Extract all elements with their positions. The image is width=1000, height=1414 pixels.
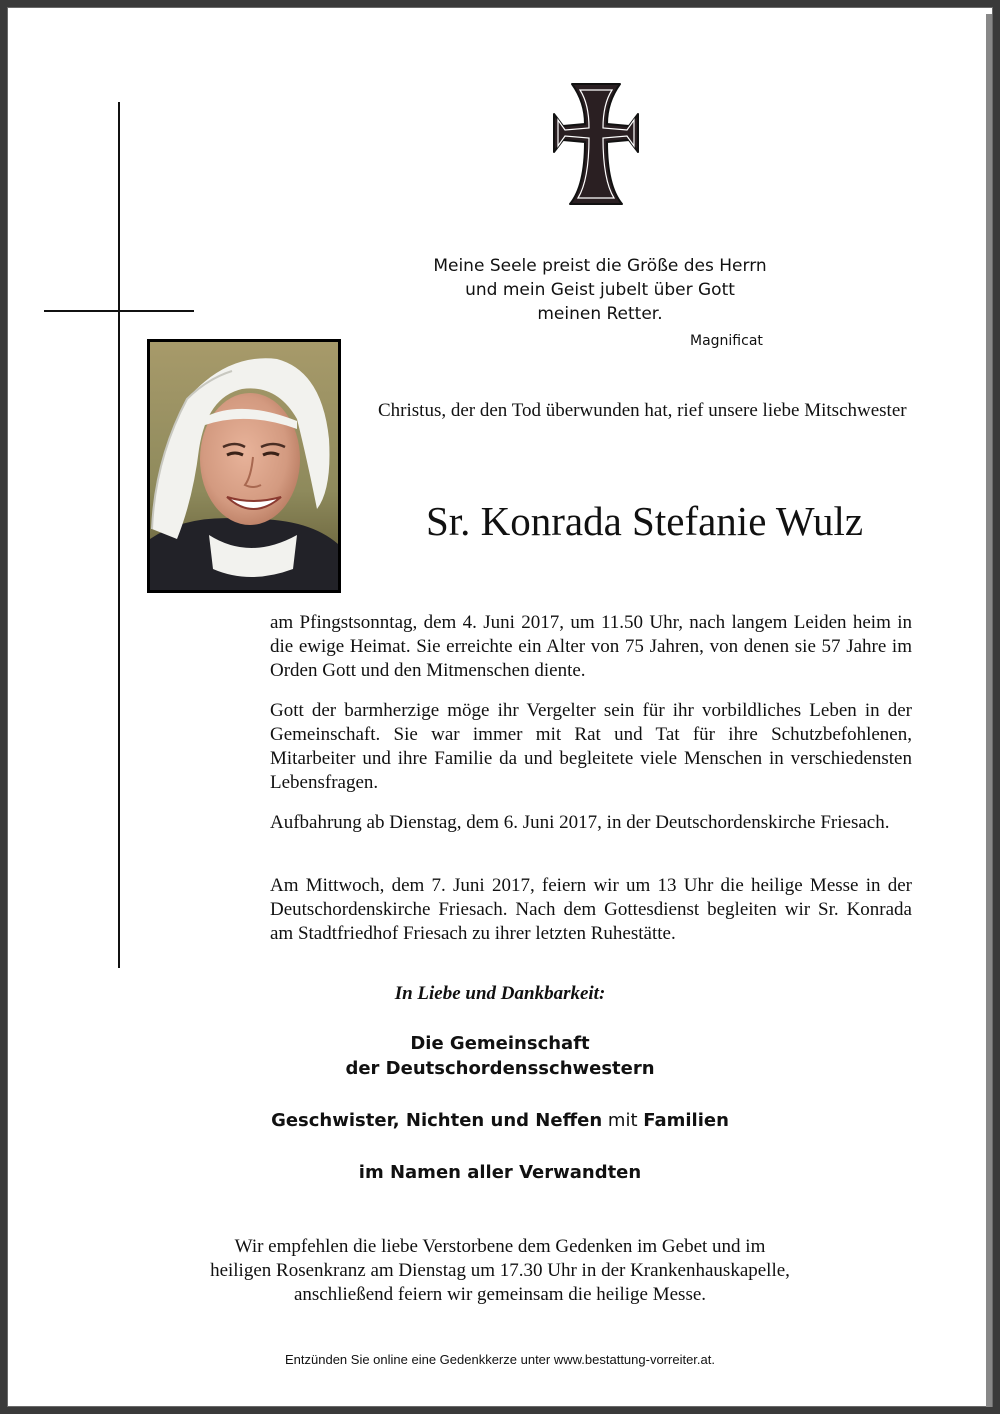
signatory-relatives: im Namen aller Verwandten (358, 1162, 642, 1183)
intro-text: Christus, der den Tod überwunden hat, rief unsere liebe Mitschwester (378, 400, 907, 421)
decorative-cross-vertical-line (118, 102, 120, 968)
signatory-community-line-2: der Deutschordensschwestern (345, 1058, 655, 1079)
quote-line-2: und mein Geist jubelt über Gott (465, 280, 735, 300)
online-candle-footer: Entzünden Sie online eine Gedenkkerze unter www.bestattung-vorreiter.at. (285, 1352, 715, 1367)
deceased-name: Sr. Konrada Stefanie Wulz (425, 498, 864, 544)
signatory-community (0, 1031, 1000, 1081)
decorative-cross-horizontal-line (44, 310, 194, 312)
signatory-family (0, 1108, 1000, 1133)
paragraph-death-notice: am Pfingstsonntag, dem 4. Juni 2017, um 11.50 Uhr, nach langem Leiden heim in die ewige Heimat. Sie erreichte ein Alter von 75 Jahren, von denen sie 57 Jahre im Orden Gott und den Mitmenschen diente. (270, 612, 912, 681)
paragraph-tribute: Gott der barmherzige möge ihr Vergelter sein für ihr vorbildliches Leben in der Gemeinschaft. Sie war immer mit Rat und Tat für ihre Schutzbefohlenen, Mitarbeiter und ihre Familie da und begleitete viele Menschen in verschiedensten Lebensfragen. (270, 700, 912, 793)
recommendation-line-2: heiligen Rosenkranz am Dienstag um 17.30 Uhr in der Krankenhauskapelle, (210, 1260, 790, 1281)
frame-shadow (986, 14, 992, 1407)
recommendation-line-3: anschließend feiern wir gemeinsam die heilige Messe. (293, 1284, 707, 1305)
quote-line-3: meinen Retter. (537, 304, 663, 324)
portrait-photo (147, 339, 341, 593)
prayer-recommendation (0, 1235, 1000, 1307)
teutonic-cross-icon (540, 76, 652, 218)
signatory-community-line-1: Die Gemeinschaft (410, 1033, 590, 1054)
quote-source: Magnificat (690, 333, 763, 349)
signatory-family-mid: mit (602, 1110, 644, 1131)
quote-line-1: Meine Seele preist die Größe des Herrn (433, 256, 767, 276)
signatory-family-part-1: Geschwister, Nichten und Neffen (271, 1110, 603, 1131)
magnificat-quote (400, 254, 800, 326)
recommendation-line-1: Wir empfehlen die liebe Verstorbene dem Gedenken im Gebet und im (234, 1236, 766, 1257)
paragraph-funeral-mass: Am Mittwoch, dem 7. Juni 2017, feiern wir um 13 Uhr die heilige Messe in der Deutschordenskirche Friesach. Nach dem Gottesdienst begleiten wir Sr. Konrada am Stadtfriedhof Friesach zu ihrer letzten Ruhestätte. (270, 875, 912, 944)
closing-phrase: In Liebe und Dankbarkeit: (394, 983, 606, 1004)
signatory-family-part-2: Familien (643, 1110, 729, 1131)
paragraph-viewing: Aufbahrung ab Dienstag, dem 6. Juni 2017, in der Deutschordenskirche Friesach. (270, 812, 890, 833)
